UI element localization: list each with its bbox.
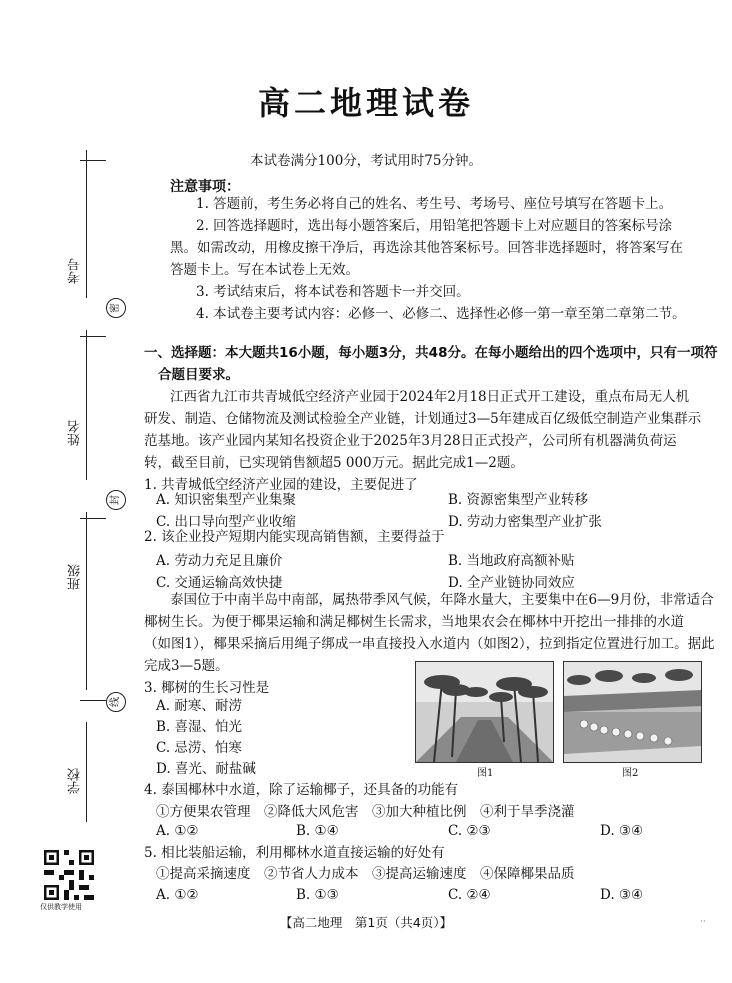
section1-heading: 一、选择题：本大题共16小题，每小题3分，共48分。在每小题给出的四个选项中，只有一项符 [144, 345, 718, 361]
exam-intro: 本试卷满分100分，考试用时75分钟。 [250, 153, 482, 169]
q5-option-c: C. ②④ [448, 887, 491, 903]
notice-item-2: 2. 回答选择题时，选出每小题答案后，用铅笔把答题卡上对应题目的答案标号涂 [196, 218, 673, 234]
passage1-line-2: 研发、制造、仓储物流及测试检验全产业链，计划通过3—5年建成百亿级低空制造产业集群示 [144, 411, 702, 427]
q3-option-d: D. 喜光、耐盐碱 [156, 761, 256, 777]
q2-stem: 2. 该企业投产短期内能实现高销售额，主要得益于 [144, 529, 445, 545]
binding-line-segment [86, 722, 87, 822]
section1-heading-cont: 合题目要求。 [158, 367, 239, 383]
notice-item-4: 4. 本试卷主要考试内容：必修一、必修二、选择性必修一第一章至第二章第二节。 [196, 306, 686, 322]
q1-option-c: C. 出口导向型产业收缩 [156, 514, 296, 530]
q4-option-a: A. ①② [156, 823, 199, 839]
line-mark: 线 [106, 692, 126, 712]
class-underline [80, 518, 106, 519]
passage2-line-1: 泰国位于中南半岛中南部，属热带季风气候，年降水量大，主要集中在6—9月份，非常适合 [170, 592, 714, 608]
figure-2-caption: 图2 [622, 768, 639, 779]
figure-1-coconut-grove-waterway [415, 661, 554, 763]
school-underline [80, 700, 106, 701]
name-label: 姓名 [68, 420, 83, 446]
q2-option-a: A. 劳动力充足且廉价 [156, 553, 283, 569]
page-title: 高二地理试卷 [257, 84, 474, 122]
qr-caption: 仅供教学使用 [40, 903, 82, 911]
binding-line-segment [86, 330, 87, 480]
notice-item-1: 1. 答题前，考生务必将自己的姓名、考生号、考场号、座位号填写在答题卡上。 [196, 196, 673, 212]
passage2-line-4: 完成3—5题。 [144, 658, 229, 674]
exam-no-underline [80, 160, 106, 161]
q4-choices: ①方便果农管理 ②降低大风危害 ③加大种植比例 ④利于旱季浇灌 [156, 804, 575, 820]
seal-mark: 密 [106, 298, 126, 318]
q2-option-c: C. 交通运输高效快捷 [156, 575, 283, 591]
q1-option-a: A. 知识密集型产业集聚 [156, 492, 296, 508]
passage1-line-3: 范基地。该产业园内某知名投资企业于2025年3月28日正式投产，公司所有机器满负荷运 [144, 433, 677, 449]
exam-no-label: 考号 [68, 258, 83, 284]
qr-code [44, 850, 94, 900]
school-label: 学校 [68, 768, 83, 794]
notice-item-3: 3. 考试结束后，将本试卷和答题卡一并交回。 [196, 284, 470, 300]
q5-option-d: D. ③④ [600, 887, 644, 903]
q1-option-d: D. 劳动力密集型产业扩张 [448, 514, 602, 530]
q5-option-b: B. ①③ [296, 887, 339, 903]
q4-option-c: C. ②③ [448, 823, 491, 839]
q3-option-c: C. 忌涝、怕寒 [156, 740, 242, 756]
page-footer: 【高二地理 第1页（共4页）】 [279, 915, 453, 930]
q1-stem: 1. 共青城低空经济产业园的建设，主要促进了 [144, 477, 418, 493]
q5-option-a: A. ①② [156, 887, 199, 903]
q5-choices: ①提高采摘速度 ②节省人力成本 ③提高运输速度 ④保障椰果品质 [156, 866, 575, 882]
q4-stem: 4. 泰国椰林中水道，除了运输椰子，还具备的功能有 [144, 782, 459, 798]
q3-stem: 3. 椰树的生长习性是 [144, 680, 270, 696]
q2-option-b: B. 当地政府高额补贴 [448, 553, 575, 569]
q1-option-b: B. 资源密集型产业转移 [448, 492, 589, 508]
corner-mark: ·· [700, 917, 706, 927]
q3-option-b: B. 喜湿、怕光 [156, 719, 243, 735]
close-mark: 封 [106, 490, 126, 510]
class-label: 班级 [68, 564, 83, 590]
q4-option-d: D. ③④ [600, 823, 644, 839]
notice-item-2-cont: 黑。如需改动，用橡皮擦干净后，再选涂其他答案标号。回答非选择题时，将答案写在 [170, 240, 683, 256]
binding-line-segment [86, 150, 87, 298]
q3-option-a: A. 耐寒、耐涝 [156, 698, 242, 714]
name-underline [80, 336, 106, 337]
binding-line-segment [86, 512, 87, 690]
notice-heading: 注意事项： [170, 179, 240, 195]
passage1-line-1: 江西省九江市共青城低空经济产业园于2024年2月18日正式开工建设，重点布局无人机 [170, 389, 690, 405]
q5-stem: 5. 相比装船运输，利用椰林水道直接运输的好处有 [144, 845, 445, 861]
q2-option-d: D. 全产业链协同效应 [448, 575, 575, 591]
figure-1-caption: 图1 [477, 768, 494, 779]
passage2-line-3: （如图1），椰果采摘后用绳子绑成一串直接投入水道内（如图2），拉到指定位置进行加工。据此 [144, 636, 715, 652]
q4-option-b: B. ①④ [296, 823, 339, 839]
figure-2-coconuts-in-water [563, 661, 702, 763]
passage1-line-4: 转，截至目前，已实现销售额超5 000万元。据此完成1—2题。 [144, 455, 524, 471]
passage2-line-2: 椰树生长。为便于椰果运输和满足椰树生长需求，当地果农会在椰林中开挖出一排排的水道 [144, 614, 684, 630]
notice-item-2-end: 答题卡上。写在本试卷上无效。 [170, 262, 359, 278]
